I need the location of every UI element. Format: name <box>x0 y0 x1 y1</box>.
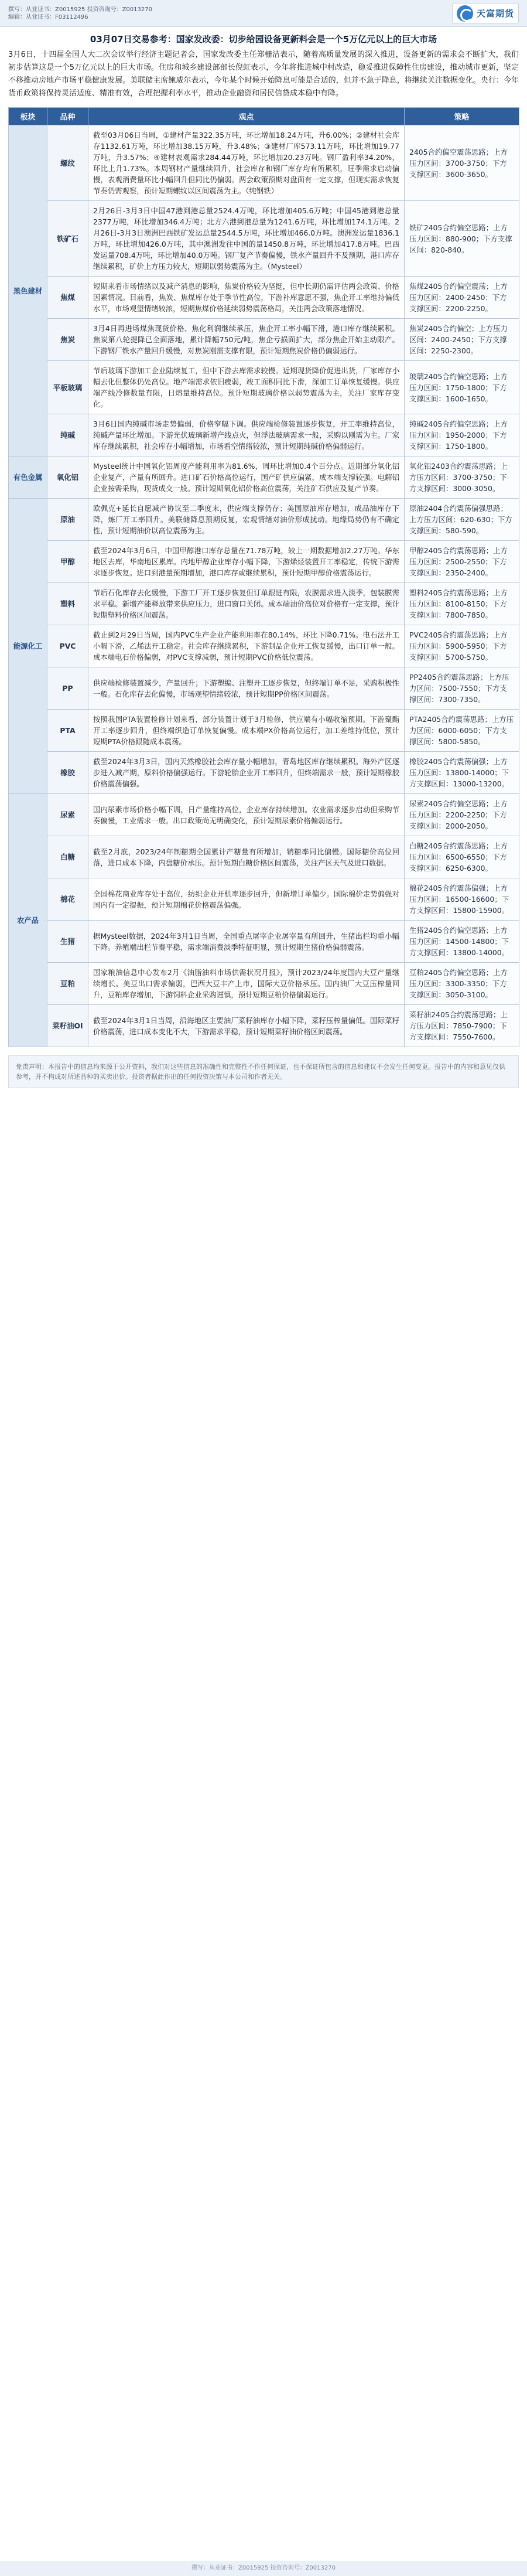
strategy-cell: 铁矿2405合约偏空思路；上方压力区间：880-900；下方支撑区间：820-840。 <box>405 201 519 277</box>
sector-cell: 农产品 <box>9 794 47 1047</box>
header-commodity: 品种 <box>47 108 88 125</box>
commodity-cell: 尿素 <box>47 794 88 836</box>
commodity-cell: 菜籽油OI <box>47 1005 88 1047</box>
view-cell: 3月4日再进场煤焦现货价格、焦化利润继续承压，焦企开工率小幅下滑，港口库存继续累积。焦炭第八轮提降已全面落地，累计降幅750元/吨，焦企亏损面扩大，部分焦企开始主动限产。下游钢厂铁水产量回升缓慢，对焦炭刚需支撑有限，预计短期焦炭价格仍偏弱运行。 <box>88 319 405 361</box>
sector-cell: 能源化工 <box>9 499 47 794</box>
strategy-cell: 豆粕2405合约偏空思路；上方压力区间：3300-3350；下方支撑区间：3050-3100。 <box>405 963 519 1005</box>
table-row <box>9 921 519 963</box>
strategy-cell: 氧化铝2403合约震荡思路；上方压力区间：3700-3750；下方支撑区间：3000-3050。 <box>405 456 519 499</box>
table-row <box>9 414 519 456</box>
commodity-cell: 焦煤 <box>47 277 88 319</box>
bottom-watermark: 撰写：从业证书：Z0015925 投资咨询号：Z0013270 <box>0 2561 527 2576</box>
commodity-cell: PTA <box>47 710 88 752</box>
disclaimer: 免责声明：本报告中的信息均来源于公开资料，我们对这些信息的准确性和完整性不作任何保证，也不保证所包含的信息和建议不会发生任何变更。报告中的内容和意见仅供参考，并不构成对所述品种的买卖出价。投资者据此作出的任何投资决策与本公司和作者无关。 <box>8 1055 519 1088</box>
strategy-cell: PTA2405合约震荡思路；上方压力区间：6000-6050；下方支撑区间：5800-5850。 <box>405 710 519 752</box>
table-row <box>9 361 519 414</box>
top-bar <box>0 0 527 27</box>
author-info <box>8 6 152 21</box>
sector-cell: 黑色建材 <box>9 125 47 456</box>
table-row <box>9 583 519 625</box>
commodity-cell: 平板玻璃 <box>47 361 88 414</box>
commodity-cell: 白糖 <box>47 836 88 878</box>
commodity-cell: PP <box>47 667 88 710</box>
table-row <box>9 878 519 921</box>
table-body <box>9 125 519 1047</box>
strategy-cell: 原油2404合约震荡偏强思路；上方压力区间：620-630；下方支撑区间：580-590。 <box>405 499 519 541</box>
commodity-cell: 纯碱 <box>47 414 88 456</box>
view-cell: 2月26日-3月3日中国47港到港总量2524.4万吨，环比增加405.6万吨；中国45港到港总量2377万吨，环比增加346.4万吨；北方六港到港总量为1241.6万吨，环比增加174.1万吨。2月26日-3月3日澳洲巴西铁矿发运总量2544.5万吨，环比增加466.0万吨。澳洲发运量1836.1万吨，环比增加426.0万吨，其中澳洲发往中国的量1450.8万吨，环比增加417.8万吨。巴西发运量708.4万吨，环比增加40.0万吨。钢厂复产节奏偏慢，铁水产量回升不及预期，港口库存继续累积，矿价上方压力较大，短期以弱势震荡为主。（Mysteel） <box>88 201 405 277</box>
view-cell: 国内尿素市场价格小幅下调，日产量维持高位，企业库存持续增加。农业需求逐步启动但采购节奏偏慢，工业需求一般。出口政策尚无明确变化，预计短期尿素价格偏弱运行。 <box>88 794 405 836</box>
view-cell: 国家粮油信息中心发布2月《油脂油料市场供需状况月报》，预计2023/24年度国内大豆产量继续增长。美豆出口需求偏弱，巴西大豆丰产上市，国际大豆价格承压。国内油厂大豆压榨量回升，豆粕库存增加，下游饲料企业采购谨慎，预计短期豆粕价格偏弱运行。 <box>88 963 405 1005</box>
logo-text: 天富期货 <box>476 8 514 19</box>
logo-icon <box>457 5 473 22</box>
author-line: 撰写：从业证书：Z0015925 投资咨询号：Z0013270 <box>8 6 152 13</box>
table-row <box>9 201 519 277</box>
commodity-cell: 豆粕 <box>47 963 88 1005</box>
strategy-cell: 纯碱2405合约偏空思路；上方压力区间：1950-2000；下方支撑区间：1750-1800。 <box>405 414 519 456</box>
strategy-cell: 玻璃2405合约偏空思路；上方压力区间：1750-1800；下方支撑区间：1600-1650。 <box>405 361 519 414</box>
strategy-cell: 橡胶2405合约震荡偏强；上方压力区间：13800-14000；下方支撑区间：13000-13200。 <box>405 752 519 794</box>
table-row <box>9 277 519 319</box>
strategy-cell: 塑料2405合约震荡思路；上方压力区间：8100-8150；下方支撑区间：7800-7850。 <box>405 583 519 625</box>
table-row <box>9 836 519 878</box>
view-cell: 短期来看市场情绪以及减产消息的影响，焦炭价格较为坚挺，但中长期仍需评估两会政策、价格因素情况。目前看，焦炭、焦煤库存处于季节性高位，下游补库意愿不强，焦企开工率维持偏低水平，市场观望情绪较浓，短期焦煤价格延续弱势震荡格局，关注两会政策落地情况。 <box>88 277 405 319</box>
table-row <box>9 963 519 1005</box>
commodity-cell: 棉花 <box>47 878 88 921</box>
strategy-cell: 尿素2405合约偏空思路；上方压力区间：2200-2250；下方支撑区间：2000-2050。 <box>405 794 519 836</box>
strategy-cell: 菜籽油2405合约震荡思路；上方压力区间：7850-7900；下方支撑区间：7550-7600。 <box>405 1005 519 1047</box>
table-row <box>9 667 519 710</box>
view-cell: 欧佩克+延长自愿减产协议至二季度末，供应端支撑仍存；美国原油库存增加，成品油库存下降，炼厂开工率回升。美联储降息预期反复，宏观情绪对油价形成扰动。地缘局势仍有不确定性，预计短期油价以高位震荡为主。 <box>88 499 405 541</box>
table-row <box>9 710 519 752</box>
table-row <box>9 752 519 794</box>
commodity-cell: 焦炭 <box>47 319 88 361</box>
view-cell: 节后石化库存去化缓慢，下游工厂开工逐步恢复但订单跟进有限，农膜需求进入淡季，包装膜需求平稳。新增产能释放带来供应压力，进口窗口关闭。成本端油价高位对价格有一定支撑，预计短期塑料价格区间震荡。 <box>88 583 405 625</box>
table-header-row <box>9 108 519 125</box>
view-cell: 截至2月底，2023/24年制糖期全国累计产糖量有所增加，销糖率同比偏慢。国际糖价高位回落，进口成本下降，内盘糖价承压。预计短期白糖价格区间震荡，关注产区天气及进口数据。 <box>88 836 405 878</box>
commodity-cell: 生猪 <box>47 921 88 963</box>
view-cell: 供应端检修装置减少，产量回升；下游塑编、注塑开工逐步恢复，但终端订单不足，采购积极性一般。石化库存去化偏慢，市场观望情绪较浓，预计短期PP价格区间震荡。 <box>88 667 405 710</box>
strategy-cell: PP2405合约震荡思路；上方压力区间：7500-7550；下方支撑区间：7300-7350。 <box>405 667 519 710</box>
strategy-cell: 棉花2405合约震荡偏强；上方压力区间：16500-16600；下方支撑区间：15800-15900。 <box>405 878 519 921</box>
sector-cell: 有色金属 <box>9 456 47 499</box>
header-view: 观点 <box>88 108 405 125</box>
view-cell: Mysteel统计中国氧化铝周度产能利用率为81.6%，周环比增加0.4个百分点。近期部分氧化铝企业复产，产量有所回升。进口矿石价格高位运行，国产矿供应偏紧，成本端支撑较强。电解铝企业按需采购，现货成交一般。预计短期氧化铝价格高位震荡，关注矿石供应及复产节奏。 <box>88 456 405 499</box>
view-cell: 截至2024年3月3日，国内天然橡胶社会库存量小幅增加，青岛地区库存继续累积。海外产区逐步进入减产期，原料价格偏强运行。下游轮胎企业开工率回升，但终端需求一般，预计短期橡胶价格震荡偏强。 <box>88 752 405 794</box>
view-cell: 截止到2月29日当周，国内PVC生产企业产能利用率在80.14%，环比下降0.71%。电石法开工小幅下滑，乙烯法开工稳定。社会库存继续累积，下游制品企业开工恢复缓慢，出口订单一般。成本端电石价格偏弱，对PVC支撑减弱，预计短期PVC价格低位震荡。 <box>88 625 405 667</box>
commodity-cell: 塑料 <box>47 583 88 625</box>
commodity-cell: 甲醇 <box>47 541 88 583</box>
view-cell: 截至2024年3月6日，中国甲醇港口库存总量在71.78万吨，较上一期数据增加2.27万吨。华东地区去库，华南地区累库。内地甲醇企业库存小幅下降，下游烯烃装置开工率稳定，传统下游需求逐步恢复。进口到港量预期增加，港口库存或继续累积，预计短期甲醇价格震荡运行。 <box>88 541 405 583</box>
header-strategy: 策略 <box>405 108 519 125</box>
commodity-cell: 原油 <box>47 499 88 541</box>
brand-logo <box>452 3 519 24</box>
table-row <box>9 499 519 541</box>
strategy-cell: 焦炭2405合约偏空；上方压力区间：2400-2450；下方支撑区间：2250-2300。 <box>405 319 519 361</box>
strategy-cell: PVC2405合约震荡思路；上方压力区间：5900-5950；下方支撑区间：5700-5750。 <box>405 625 519 667</box>
report-title: 03月07日交易参考：国家发改委：切步给园设备更新料会是一个5万亿元以上的巨大市场 <box>90 34 437 45</box>
strategy-cell: 白糖2405合约震荡思路；上方压力区间：6500-6550；下方支撑区间：6250-6300。 <box>405 836 519 878</box>
table-row <box>9 541 519 583</box>
author-line: 编辑：从业证书：F03112496 <box>8 13 88 21</box>
commodity-cell: 铁矿石 <box>47 201 88 277</box>
strategy-cell: 焦煤2405合约偏空震荡；上方压力区间：2400-2450；下方支撑区间：2200-2250。 <box>405 277 519 319</box>
strategy-cell: 2405合约偏空震荡思路；上方压力区间：3700-3750；下方支撑区间：3600-3650。 <box>405 125 519 201</box>
commodity-cell: 橡胶 <box>47 752 88 794</box>
view-cell: 全国棉花商业库存处于高位，纺织企业开机率逐步回升，但新增订单偏少。国际棉价走势偏强对国内有一定提振，预计短期棉花价格震荡偏强。 <box>88 878 405 921</box>
view-cell: 3月6日国内纯碱市场走势偏弱，价格窄幅下调。供应端检修装置逐步恢复，开工率维持高位，纯碱产量环比增加。下游光伏玻璃新增产线点火，但浮法玻璃需求一般，采购以刚需为主。厂家库存继续累积，社会库存小幅增加，市场看空情绪较浓，预计短期纯碱价格偏弱运行。 <box>88 414 405 456</box>
commodity-cell: PVC <box>47 625 88 667</box>
table-row <box>9 319 519 361</box>
table-row <box>9 125 519 201</box>
view-cell: 截至03月06日当周，①建材产量322.35万吨，环比增加18.24万吨，升6.00%；②建材社会库存1132.61万吨，环比增加38.15万吨，升3.48%；③建材厂库573.11万吨，环比增加19.77万吨，升3.57%；④建材表观需求284.44万吨，环比增加20.23万吨。钢厂盈利率34.20%，环比上升1.73%。本周钢材产量继续回升，社会库存和钢厂库存均有所累积，旺季需求启动偏慢，表观消费量环比小幅回升但同比仍偏弱。两会政策预期对盘面有一定支撑，但现实需求恢复节奏仍需观察，预计短期螺纹以区间震荡为主。（纯钢铁） <box>88 125 405 201</box>
strategy-cell: 生猪2405合约偏空思路；上方压力区间：14500-14800；下方支撑区间：13800-14000。 <box>405 921 519 963</box>
header-sector: 板块 <box>9 108 47 125</box>
table-row <box>9 794 519 836</box>
view-cell: 按照我国PTA装置检修计划来看，部分装置计划于3月检修，供应端有小幅收缩预期。下游聚酯开工率逐步回升，但终端织造订单恢复偏慢。成本端PX价格高位运行，加工差维持低位，预计短期PTA价格跟随成本震荡。 <box>88 710 405 752</box>
strategy-cell: 甲醇2405合约震荡思路；上方压力区间：2500-2550；下方支撑区间：2350-2400。 <box>405 541 519 583</box>
commodity-cell: 氧化铝 <box>47 456 88 499</box>
view-cell: 据Mysteel数据，2024年3月1日当周，全国重点屠宰企业屠宰量有所回升，生猪出栏均重小幅下降。养殖端出栏节奏平稳，需求端消费淡季特征明显，预计短期生猪价格偏弱震荡。 <box>88 921 405 963</box>
table-row <box>9 625 519 667</box>
intro-paragraph: 3月6日，十四届全国人大二次会议举行经济主题记者会，国家发改委主任郑栅洁表示，随着高质量发展的深入推进，设备更新的需求会不断扩大，我们初步估算这是一个5万亿元以上的巨大市场。住房和城乡建设部部长倪虹表示，今年将推进城中村改造，稳妥推进保障性住房建设，推动城市更新，坚定不移推动房地产市场平稳健康发展。美联储主席鲍威尔表示，今年某个时候开始降息可能是合适的，但并不急于降息，将继续关注数据变化。央行：今年货币政策将保持灵活适度、精准有效，合理把握利率水平，推动企业融资和居民信贷成本稳中有降。 <box>8 50 519 98</box>
view-cell: 节后玻璃下游加工企业陆续复工，但中下游去库需求较慢。近期现货降价促进出货，厂家库存小幅去化但整体仍处高位。地产端需求依旧疲弱，竣工面积同比下滑，深加工订单恢复缓慢。供应端产线冷修数量有限，日熔量维持高位。预计短期玻璃价格以弱势震荡为主，关注厂家库存变化。 <box>88 361 405 414</box>
commodity-cell: 螺纹 <box>47 125 88 201</box>
view-cell: 截至2024年3月1日当周，沿海地区主要油厂菜籽油库存小幅下降，菜籽压榨量偏低。国际菜籽价格震荡，进口成本变化不大，下游需求平稳，预计短期菜籽油价格区间震荡。 <box>88 1005 405 1047</box>
table-row <box>9 456 519 499</box>
reference-table <box>8 107 519 1047</box>
table-row <box>9 1005 519 1047</box>
